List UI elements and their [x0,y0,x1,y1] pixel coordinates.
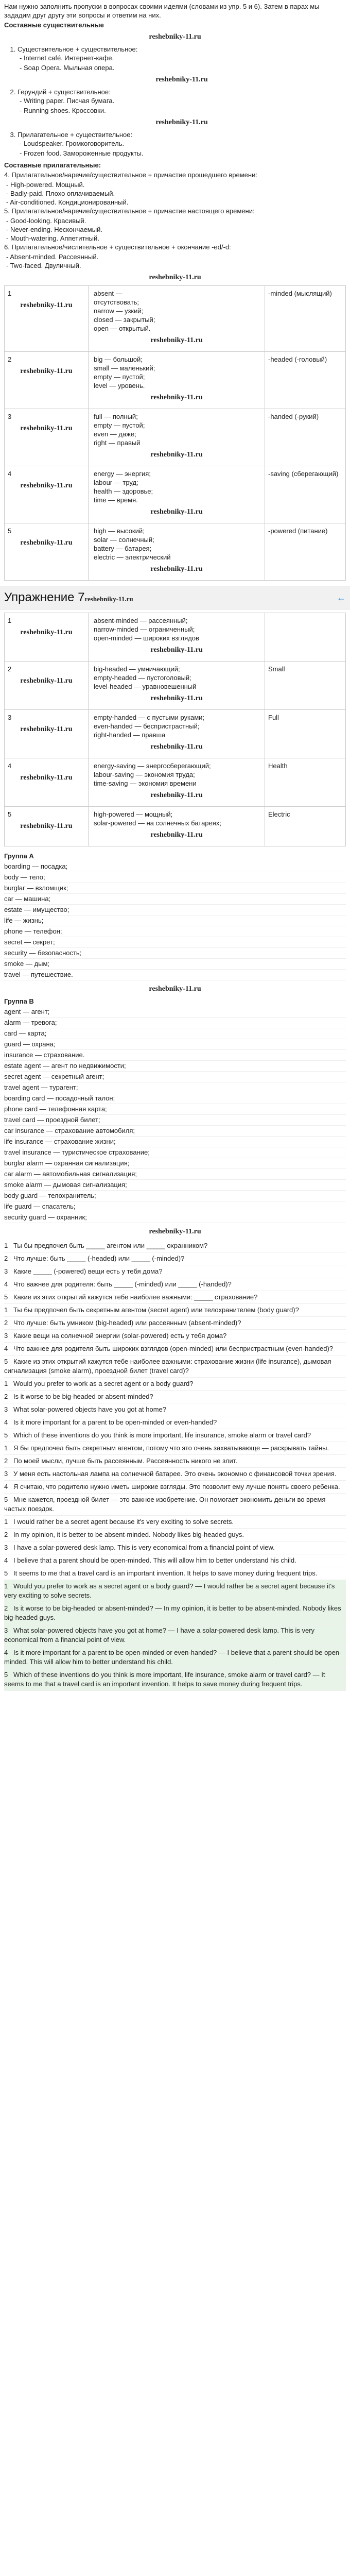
word-item: labour-saving — экономия труда; [94,771,195,778]
adjectives-list [4,171,346,270]
word-item: high-powered — мощный; [94,810,173,818]
noun-examples [18,139,346,158]
row-number: 4 [8,762,12,770]
noun-group-title: Прилагательное + существительное: [18,131,133,139]
qa-text: Ты бы предпочел быть секретным агентом (secret agent) или телохранителем (body guard)? [13,1306,299,1314]
qa-text: What solar-powered objects have you got at home? — I have a solar-powered desk lamp. This is very economical from a financial point of view. [4,1626,315,1643]
group-a-item: life — жизнь; [4,916,346,926]
words-cell [89,662,265,710]
qa-text: I have a solar-powered desk lamp. This is very economical from a financial point of view. [13,1544,275,1551]
row-number: 5 [8,810,12,818]
qa-text: Что важнее для родителя быть широких взглядов (open-minded) или беспристрастным (even-handed)? [13,1345,334,1352]
noun-examples [18,96,346,115]
qa-text: Я считаю, что родителю нужно иметь широкие взгляды. Это позволит ему лучше понять своего ребенка. [13,1483,340,1490]
watermark: reshebniky-11.ru [149,274,201,281]
qa-item [4,1442,346,1455]
qa-item [4,1455,346,1468]
qa-number: 4 [4,1418,8,1426]
qa-number: 2 [4,1255,8,1262]
table-row [5,466,346,523]
table-row [5,613,346,662]
words-list [92,810,261,827]
exercise-header [0,586,350,609]
watermark: reshebniky-11.ru [20,425,73,432]
row-number: 2 [8,665,12,673]
group-a-item: smoke — дым; [4,959,346,970]
words-list [92,616,261,642]
word-item: closed — закрытый; [94,316,155,324]
qa-number: 4 [4,1649,8,1656]
qa-item [4,1529,346,1541]
noun-example: - Loudspeaker. Громкоговоритель. [20,140,125,147]
suffix: -powered (питание) [268,527,328,535]
nouns-heading: Составные существительные [4,21,104,29]
table-row [5,286,346,352]
qa-item [4,1240,346,1252]
adj-example: - Absent-minded. Рассеянный. [6,253,99,261]
watermark: reshebniky-11.ru [150,694,203,702]
questions-answers-list [4,1240,346,1691]
noun-examples [18,54,346,72]
exercise-table-2 [4,613,346,846]
row-number-cell [5,758,89,807]
qa-item [4,1468,346,1481]
noun-example: - Frozen food. Замороженные продукты. [20,149,144,157]
qa-text: It seems to me that a travel card is an important invention. It helps to save money during frequent trips. [13,1569,318,1577]
adj-example: - High-powered. Мощный. [6,181,85,189]
noun-example: - Running shoes. Кроссовки. [20,107,106,114]
noun-example: - Writing paper. Писчая бумага. [20,97,115,105]
qa-number: 5 [4,1293,8,1301]
qa-text: Мне кажется, проездной билет — это важное изобретение. Он помогает экономить деньги во время частых поездок. [4,1496,326,1513]
adj-group-title: 5. Прилагательное/наречие/существительное + причастие настоящего времени: [4,207,255,215]
group-a-item: phone — телефон; [4,926,346,937]
adj-examples [4,252,346,270]
group-b-item: body guard — телохранитель; [4,1191,346,1201]
qa-item [4,1494,346,1516]
group-a-title: Группа А [4,852,34,860]
word-item: battery — батарея; [94,545,152,552]
watermark: reshebniky-11.ru [20,367,73,375]
word-item: labour — труд; [94,479,138,486]
qa-number: 5 [4,1496,8,1503]
adj-group-title: 4. Прилагательное/наречие/существительное + причастие прошедшего времени: [4,171,257,179]
qa-number: 3 [4,1332,8,1340]
qa-item [4,1602,346,1624]
words-list [92,355,261,390]
suffix: Electric [268,810,290,818]
noun-group-title: Существительное + существительное: [18,45,138,53]
word-item: time-saving — экономия времени [94,779,197,787]
table-row [5,710,346,758]
qa-number: 2 [4,1531,8,1538]
row-number: 4 [8,470,12,478]
watermark: reshebniky-11.ru [150,336,203,344]
watermark: reshebniky-11.ru [20,629,73,636]
word-item: small — маленький; [94,364,155,372]
qa-item [4,1429,346,1442]
group-a-item: body — тело; [4,872,346,883]
group-b-item: burglar alarm — охранная сигнализация; [4,1158,346,1169]
word-item: high — высокий; [94,527,145,535]
adj-examples [4,180,346,207]
qa-number: 3 [4,1544,8,1551]
words-cell [89,466,265,523]
word-item: open — открытый. [94,325,151,332]
group-b-item: boarding card — посадочный талон; [4,1093,346,1104]
qa-number: 1 [4,1242,8,1249]
row-number-cell [5,710,89,758]
suffix: Small [268,665,285,673]
intro-text: Нам нужно заполнить пропуски в вопросах своими идеями (словами из упр. 5 и 6). Затем в парах мы зададим друг другу эти вопросы и ответим на них. [4,3,320,19]
qa-number: 5 [4,1569,8,1577]
group-b-item: travel card — проездной билет; [4,1115,346,1126]
watermark: reshebniky-11.ru [20,822,73,830]
group-b-item: insurance — страхование. [4,1050,346,1061]
group-a-item: burglar — взломщик; [4,883,346,894]
word-item: solar-powered — на солнечных батареях; [94,819,221,827]
word-item: big — большой; [94,355,143,363]
watermark: reshebniky-11.ru [20,774,73,782]
group-b-item: car insurance — страхование автомобиля; [4,1126,346,1137]
words-list [92,713,261,739]
qa-item [4,1567,346,1580]
qa-item [4,1304,346,1317]
group-a-item: secret — секрет; [4,937,346,948]
qa-number: 1 [4,1582,8,1590]
adj-example: - Good-looking. Красивый. [6,217,86,225]
qa-text: Ты бы предпочел быть _____ агентом или _____ охранником? [13,1242,208,1249]
row-number-cell [5,466,89,523]
adj-example: - Air-conditioned. Кондиционированный. [6,198,129,206]
watermark: reshebniky-11.ru [20,677,73,685]
suffix: -headed (-головый) [268,355,327,363]
suffix-cell [265,613,346,662]
watermark: reshebniky-11.ru [20,301,73,309]
group-a-item: estate — имущество; [4,905,346,916]
qa-number: 5 [4,1431,8,1439]
table-row [5,409,346,466]
suffix-cell [265,352,346,409]
word-item: narrow — узкий; [94,307,144,315]
word-item: even — даже; [94,430,136,438]
qa-number: 4 [4,1280,8,1288]
noun-example: - Internet café. Интернет-кафе. [20,54,114,62]
qa-text: I would rather be a secret agent because it's very exciting to solve secrets. [13,1518,234,1526]
word-item: full — полный; [94,413,138,420]
qa-item [4,1317,346,1330]
suffix-cell [265,807,346,846]
qa-item [4,1647,346,1669]
qa-text: Is it more important for a parent to be open-minded or even-handed? [13,1418,217,1426]
qa-text: In my opinion, it is better to be absent-minded. Nobody likes big-headed guys. [13,1531,244,1538]
noun-group-title: Герундий + существительное: [18,88,111,96]
qa-text: Is it worse to be big-headed or absent-minded? [13,1393,153,1400]
adj-example: - Two-faced. Двуличный. [6,262,81,269]
word-item: level-headed — уравновешенный [94,683,197,690]
noun-group [18,45,346,84]
words-list [92,289,261,333]
qa-text: Is it worse to be big-headed or absent-minded? — In my opinion, it is better to be absent-minded. Nobody likes big-headed guys. [4,1604,341,1621]
watermark: reshebniky-11.ru [150,646,203,654]
row-number: 3 [8,413,12,420]
adj-example: - Never-ending. Нескончаемый. [6,226,102,233]
suffix-cell [265,710,346,758]
table-row [5,523,346,581]
adj-group-title: 6. Прилагательное/числительное + существительное + окончание -ed/-d: [4,243,231,251]
group-b-item: estate agent — агент по недвижимости; [4,1061,346,1072]
watermark: reshebniky-11.ru [84,595,133,603]
words-list [92,412,261,447]
word-item: right — правый [94,439,141,447]
table-row [5,758,346,807]
row-number-cell [5,286,89,352]
words-cell [89,613,265,662]
qa-item [4,1252,346,1265]
qa-text: Что важнее для родителя: быть _____ (-minded) или _____ (-handed)? [13,1280,232,1288]
watermark: reshebniky-11.ru [20,482,73,489]
words-cell [89,409,265,466]
nouns-list [4,45,346,158]
table-row [5,807,346,846]
word-item: time — время. [94,496,138,504]
group-b-title: Группа B [4,997,34,1005]
qa-number: 3 [4,1470,8,1478]
qa-text: Would you prefer to work as a secret agent or a body guard? — I would rather be a secret agent because it's very exciting to solve secrets. [4,1582,335,1599]
words-list [92,469,261,504]
qa-text: What solar-powered objects have you got at home? [13,1405,167,1413]
qa-number: 2 [4,1457,8,1465]
qa-text: Что лучше: быть _____ (-headed) или _____ (-minded)? [13,1255,185,1262]
word-item: empty — пустой; [94,373,145,381]
words-cell [89,352,265,409]
watermark: reshebniky-11.ru [155,118,208,126]
group-b-item: life insurance — страхование жизни; [4,1137,346,1147]
word-item: empty — пустой; [94,421,145,429]
exercise-title: Упражнение 7 [4,590,85,604]
qa-item [4,1416,346,1429]
group-a-item: security — безопасность; [4,948,346,959]
row-number-cell [5,409,89,466]
suffix-cell [265,409,346,466]
qa-item [4,1278,346,1291]
qa-item [4,1481,346,1494]
row-number-cell [5,662,89,710]
qa-number: 4 [4,1345,8,1352]
row-number-cell [5,807,89,846]
watermark: reshebniky-11.ru [20,539,73,547]
noun-example: - Soap Opera. Мыльная опера. [20,64,115,72]
word-item: absent-minded — рассеянный; [94,617,188,624]
words-cell [89,286,265,352]
qa-item [4,1330,346,1343]
qa-number: 4 [4,1556,8,1564]
noun-group [18,88,346,127]
suffix: -minded (мыслящий) [268,290,332,297]
qa-text: Я бы предпочел быть секретным агентом, потому что это очень захватывающе — раскрывать тайны. [13,1444,329,1452]
group-b-list [4,1007,346,1223]
qa-item [4,1554,346,1567]
group-a-item: car — машина; [4,894,346,905]
qa-item [4,1378,346,1391]
qa-item [4,1343,346,1355]
qa-number: 2 [4,1393,8,1400]
group-a-item: travel — путешествие. [4,970,346,980]
suffix-cell [265,758,346,807]
words-cell [89,758,265,807]
word-item: even-handed — беспристрастный; [94,722,200,730]
qa-number: 5 [4,1671,8,1679]
watermark: reshebniky-11.ru [150,394,203,401]
row-number-cell [5,613,89,662]
qa-number: 2 [4,1604,8,1612]
group-b-item: smoke alarm — дымовая сигнализация; [4,1180,346,1191]
qa-text: Какие из этих открытий кажутся тебе наиболее важными: страхование жизни (life insurance), дымовая сигнализация (smoke alarm), проездной билет (travel card)? [4,1358,331,1375]
qa-item [4,1580,346,1602]
qa-text: Which of these inventions do you think is more important, life insurance, smoke alarm or travel card? — It seems to me that a travel card is an important invention. It helps to save money during frequent trips. [4,1671,325,1688]
watermark: reshebniky-11.ru [149,985,201,993]
word-item: energy — энергия; [94,470,151,478]
row-number: 3 [8,714,12,721]
qa-number: 1 [4,1380,8,1387]
qa-number: 2 [4,1319,8,1327]
word-item: big-headed — умничающий; [94,665,180,673]
group-b-item: secret agent — секретный агент; [4,1072,346,1082]
word-item: empty-handed — с пустыми руками; [94,714,205,721]
adjectives-heading: Составные прилагательные: [4,161,101,169]
qa-text: Which of these inventions do you think is more important, life insurance, smoke alarm or travel card? [13,1431,311,1439]
qa-number: 4 [4,1483,8,1490]
qa-number: 1 [4,1444,8,1452]
words-list [92,761,261,788]
qa-number: 1 [4,1518,8,1526]
row-number: 2 [8,355,12,363]
qa-item [4,1391,346,1403]
noun-group [18,130,346,158]
group-a-list [4,861,346,980]
qa-text: I believe that a parent should be open-minded. This will allow him to better understand his child. [13,1556,296,1564]
words-list [92,665,261,691]
watermark: reshebniky-11.ru [20,725,73,733]
adj-example: - Mouth-watering. Аппетитный. [6,234,99,242]
word-item: level — уровень. [94,382,145,389]
suffix: Health [268,762,288,770]
watermark: reshebniky-11.ru [150,508,203,516]
group-b-item: security guard — охранник; [4,1212,346,1223]
qa-item [4,1291,346,1304]
word-item: energy-saving — энергосберегающий; [94,762,211,770]
group-b-item: card — карта; [4,1028,346,1039]
row-number: 1 [8,290,12,297]
row-number: 1 [8,617,12,624]
watermark: reshebniky-11.ru [155,76,208,83]
group-b-item: travel insurance — туристическое страхование; [4,1147,346,1158]
row-number-cell [5,352,89,409]
watermark: reshebniky-11.ru [150,451,203,459]
words-cell [89,523,265,581]
adj-example: - Badly-paid. Плохо оплачиваемый. [6,190,115,197]
suffix-cell [265,523,346,581]
qa-number: 3 [4,1267,8,1275]
qa-text: По моей мысли, лучше быть рассеянным. Рассеянность никого не злит. [13,1457,237,1465]
watermark: reshebniky-11.ru [150,791,203,799]
qa-text: Что лучше: быть умником (big-headed) или рассеянным (absent-minded)? [13,1319,241,1327]
word-item: right-handed — правша [94,731,166,739]
exercise-table-1 [4,285,346,581]
group-b-item: phone card — телефонная карта; [4,1104,346,1115]
qa-text: У меня есть настольная лампа на солнечной батарее. Это очень экономно с финансовой точки зрения. [13,1470,337,1478]
group-b-item: agent — агент; [4,1007,346,1018]
qa-text: Какие _____ (-powered) вещи есть у тебя дома? [13,1267,163,1275]
word-item: solar — солнечный; [94,536,154,544]
qa-number: 1 [4,1306,8,1314]
suffix-cell [265,466,346,523]
words-cell [89,807,265,846]
qa-item [4,1355,346,1378]
qa-text: Какие вещи на солнечной энергии (solar-powered) есть у тебя дома? [13,1332,227,1340]
qa-item [4,1669,346,1691]
qa-item [4,1624,346,1647]
qa-item [4,1516,346,1529]
group-b-item: alarm — тревога; [4,1018,346,1028]
back-arrow-icon[interactable]: ← [337,592,346,603]
suffix: Full [268,714,279,721]
qa-text: Is it more important for a parent to be open-minded or even-handed? — I believe that a parent should be open-minded. This will allow him to better understand his child. [4,1649,342,1666]
watermark: reshebniky-11.ru [149,1228,201,1235]
qa-item [4,1541,346,1554]
word-item: narrow-minded — ограниченный; [94,625,195,633]
watermark: reshebniky-11.ru [150,743,203,751]
suffix: -handed (-рукий) [268,413,319,420]
watermark: reshebniky-11.ru [150,565,203,573]
words-cell [89,710,265,758]
table-row [5,352,346,409]
group-b-item: car alarm — автомобильная сигнализация; [4,1169,346,1180]
watermark: reshebniky-11.ru [150,831,203,839]
qa-text: Какие из этих открытий кажутся тебе наиболее важными: _____ страхование? [13,1293,258,1301]
word-item: open-minded — широких взглядов [94,634,199,642]
qa-number: 3 [4,1626,8,1634]
qa-item [4,1403,346,1416]
word-item: health — здоровье; [94,487,153,495]
row-number-cell [5,523,89,581]
suffix-cell [265,662,346,710]
word-item: отсутствовать; [94,298,139,306]
row-number: 5 [8,527,12,535]
group-b-item: life guard — спасатель; [4,1201,346,1212]
qa-number: 3 [4,1405,8,1413]
suffix-cell [265,286,346,352]
word-item: empty-headed — пустоголовый; [94,674,191,682]
qa-number: 5 [4,1358,8,1365]
watermark: reshebniky-11.ru [149,33,201,41]
table-row [5,662,346,710]
word-item: electric — электрический [94,553,171,561]
adj-examples [4,216,346,243]
group-b-item: travel agent — турагент; [4,1082,346,1093]
group-b-item: guard — охрана; [4,1039,346,1050]
suffix: -saving (сберегающий) [268,470,339,478]
word-item: absent — [94,290,122,297]
group-a-item: boarding — посадка; [4,861,346,872]
words-list [92,527,261,562]
qa-text: Would you prefer to work as a secret agent or a body guard? [13,1380,194,1387]
qa-item [4,1265,346,1278]
